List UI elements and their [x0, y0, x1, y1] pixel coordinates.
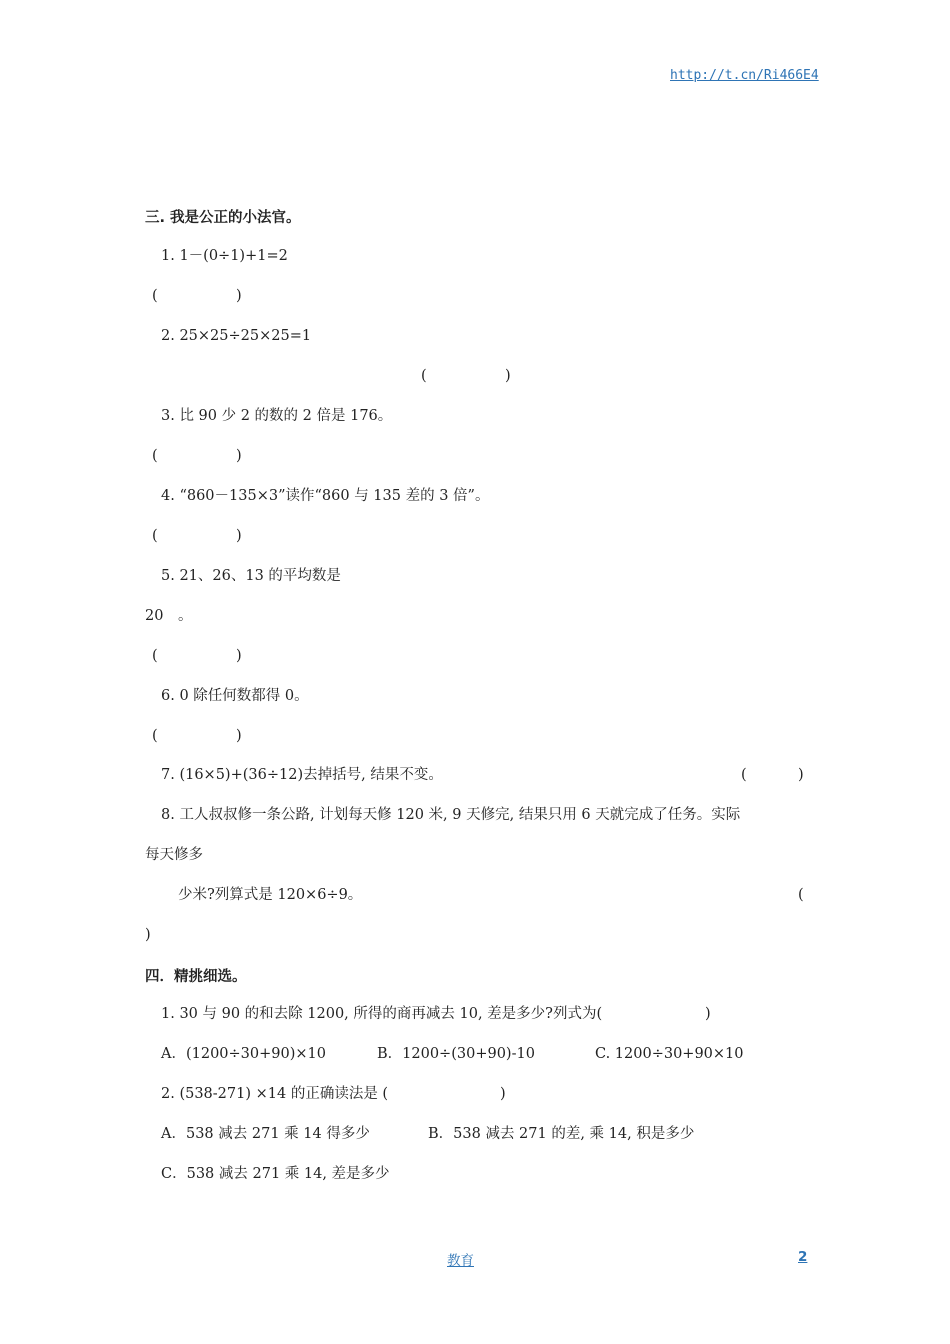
s4-q2: 2. (538-271) ×14 的正确读法是 (	[161, 1086, 389, 1102]
s3-q3-open-paren: (	[152, 448, 158, 464]
s4-q2-option-b: B．538 减去 271 的差, 乘 14, 积是多少	[428, 1126, 695, 1142]
s4-q1-option-c: C. 1200÷30+90×10	[595, 1046, 744, 1062]
s3-q3: 3. 比 90 少 2 的数的 2 倍是 176。	[161, 408, 393, 424]
s3-q6-close-paren: )	[236, 728, 242, 744]
s3-q1-close-paren: )	[236, 288, 242, 304]
s3-q1: 1. 1－(0÷1)+1=2	[161, 248, 288, 264]
s3-q4: 4. “860－135×3”读作“860 与 135 差的 3 倍”。	[161, 488, 490, 504]
s4-q2-option-c: C．538 减去 271 乘 14, 差是多少	[161, 1166, 390, 1182]
s3-q8-close-paren: )	[145, 927, 151, 943]
s3-q2-open-paren: (	[421, 368, 427, 384]
s3-q5-open-paren: (	[152, 648, 158, 664]
s3-q5-line2: 20 。	[145, 608, 193, 624]
s3-q6: 6. 0 除任何数都得 0。	[161, 688, 309, 704]
s3-q2-close-paren: )	[505, 368, 511, 384]
s3-q8-line3: 少米?列算式是 120×6÷9。	[178, 887, 363, 903]
page-number: 2	[798, 1249, 808, 1265]
s4-q1-close-paren: )	[705, 1006, 711, 1022]
s4-q1: 1. 30 与 90 的和去除 1200, 所得的商再减去 10, 差是多少?列式为(	[161, 1006, 603, 1022]
s3-q2: 2. 25×25÷25×25=1	[161, 328, 312, 344]
s3-q7-close-paren: )	[798, 767, 804, 783]
s3-q5-line1: 5. 21、26、13 的平均数是	[161, 568, 341, 584]
s3-q6-open-paren: (	[152, 728, 158, 744]
s4-q2-close-paren: )	[500, 1086, 506, 1102]
s4-q2-option-a: A．538 减去 271 乘 14 得多少	[161, 1126, 370, 1142]
s3-q1-open-paren: (	[152, 288, 158, 304]
s4-q1-option-b: B．1200÷(30+90)-10	[377, 1046, 535, 1062]
s3-q3-close-paren: )	[236, 448, 242, 464]
s3-q7-open-paren: (	[741, 767, 747, 783]
header-url-link[interactable]: http://t.cn/Ri466E4	[670, 68, 819, 83]
s4-q1-option-a: A．(1200÷30+90)×10	[161, 1046, 326, 1062]
s3-q4-open-paren: (	[152, 528, 158, 544]
footer-center-link[interactable]: 教育	[447, 1253, 474, 1269]
s3-q5-close-paren: )	[236, 648, 242, 664]
s3-q8-line2: 每天修多	[145, 847, 203, 863]
s3-q7: 7. (16×5)+(36÷12)去掉括号, 结果不变。	[161, 767, 443, 783]
s3-q4-close-paren: )	[236, 528, 242, 544]
section3-title: 三. 我是公正的小法官。	[145, 210, 301, 226]
section4-title: 四．精挑细选。	[145, 969, 247, 985]
s3-q8-line1: 8. 工人叔叔修一条公路, 计划每天修 120 米, 9 天修完, 结果只用 6 天就完成了任务。实际	[161, 807, 741, 823]
s3-q8-open-paren: (	[798, 887, 804, 903]
